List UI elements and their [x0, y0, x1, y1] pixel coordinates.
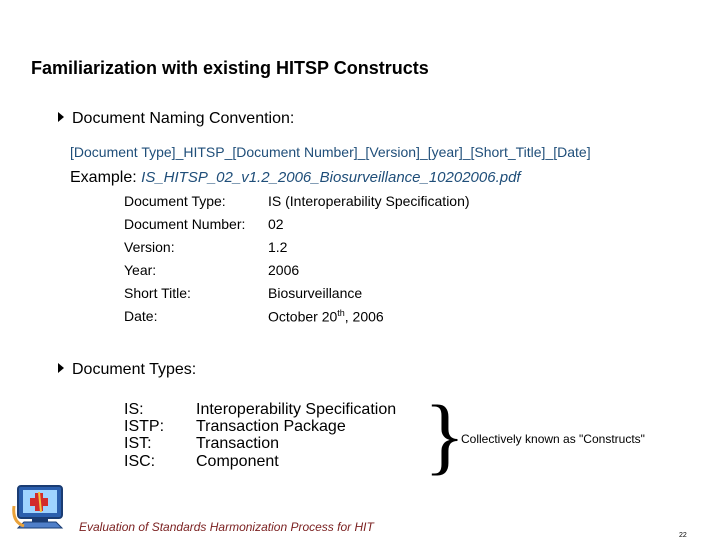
date-prefix: October 20 — [268, 308, 338, 325]
field-label-doc-type: Document Type: — [124, 193, 226, 209]
field-value-short-title: Biosurveillance — [268, 285, 363, 301]
field-label-year: Year: — [124, 262, 157, 278]
example-label: Example: — [70, 169, 137, 186]
type-code-is: IS: — [124, 401, 144, 418]
type-name-is: Interoperability Specification — [196, 401, 397, 418]
date-suffix: , 2006 — [344, 308, 384, 325]
types-heading-text: Document Types: — [72, 361, 197, 378]
field-value-year: 2006 — [268, 262, 300, 278]
type-code-istp: ISTP: — [124, 418, 165, 435]
example-filename: IS_HITSP_02_v1.2_2006_Biosurveillance_10202006.pdf — [141, 169, 521, 186]
logo-graphic — [12, 482, 70, 532]
grouping-brace: } — [424, 387, 466, 483]
field-label-date: Date: — [124, 308, 158, 324]
type-code-ist: IST: — [124, 435, 152, 452]
field-label-short-title: Short Title: — [124, 285, 191, 301]
types-heading — [58, 361, 196, 379]
computer-medical-logo-icon — [12, 482, 70, 532]
type-code-isc: ISC: — [124, 453, 156, 470]
field-value-version: 1.2 — [268, 239, 288, 255]
bullet-triangle-icon — [58, 363, 64, 373]
type-name-ist: Transaction — [196, 435, 279, 452]
field-value-doc-type: IS (Interoperability Specification) — [268, 193, 470, 209]
field-label-version: Version: — [124, 239, 175, 255]
naming-example — [70, 169, 521, 187]
bullet-triangle-icon — [58, 112, 64, 122]
type-name-istp: Transaction Package — [196, 418, 346, 435]
field-value-date — [268, 308, 384, 325]
naming-heading — [58, 110, 294, 128]
naming-heading-text: Document Naming Convention: — [72, 110, 295, 127]
field-label-doc-number: Document Number: — [124, 216, 246, 232]
footer-text: Evaluation of Standards Harmonization Process for HIT — [79, 520, 374, 534]
page-number: 22 — [679, 532, 687, 539]
date-sup: th — [337, 308, 345, 318]
naming-convention: [Document Type]_HITSP_[Document Number]_[Version]_[year]_[Short_Title]_[Date] — [70, 144, 591, 160]
slide-title: Familiarization with existing HITSP Constructs — [31, 58, 429, 78]
collective-note: Collectively known as "Constructs" — [461, 432, 645, 446]
field-value-doc-number: 02 — [268, 216, 284, 232]
type-name-isc: Component — [196, 453, 279, 470]
